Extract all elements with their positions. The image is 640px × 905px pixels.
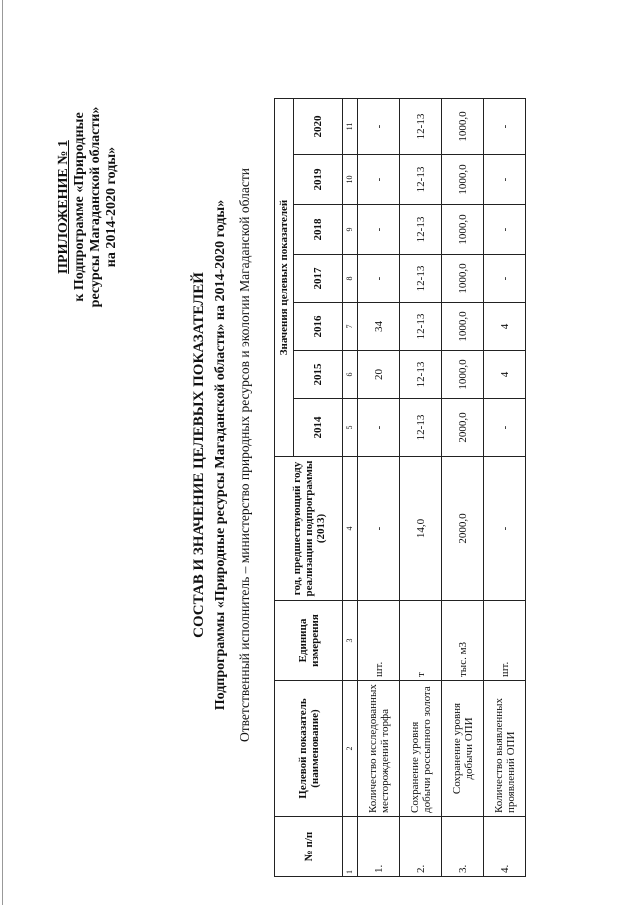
row-num: 3. (442, 817, 484, 877)
row-base: 2000,0 (442, 457, 484, 601)
row-indicator: Сохранение уровня добычи ОПИ (442, 681, 484, 817)
column-number: 2 (343, 681, 358, 817)
row-value: 2000,0 (442, 399, 484, 457)
row-value: 12-13 (400, 255, 442, 303)
row-value: 1000,0 (442, 155, 484, 205)
row-indicator: Количество выявленных проявлений ОПИ (484, 681, 526, 817)
appendix-line-4: на 2014-2020 годы» (104, 146, 119, 268)
header-indicator: Целевой показатель (наименование) (275, 681, 343, 817)
row-unit: тыс. м3 (442, 601, 484, 681)
appendix-line-3: ресурсы Магаданской области» (88, 106, 103, 308)
header-base-year: год, предшествующий году реализации подпрограммы (2013) (275, 457, 343, 601)
header-year: 2018 (294, 205, 343, 255)
header-unit: Единица измерения (275, 601, 343, 681)
row-value: 12-13 (400, 303, 442, 351)
row-value: - (358, 205, 400, 255)
row-value: 34 (358, 303, 400, 351)
document-subtitle: Подпрограммы «Природные ресурсы Магаданской области» на 2014-2020 годы» (213, 199, 228, 711)
column-number: 3 (343, 601, 358, 681)
row-value: - (358, 399, 400, 457)
row-value: - (484, 155, 526, 205)
column-number: 5 (343, 399, 358, 457)
column-number: 7 (343, 303, 358, 351)
row-value: - (484, 99, 526, 155)
header-year: 2020 (294, 99, 343, 155)
table-row (400, 99, 442, 877)
row-num: 1. (358, 817, 400, 877)
table-row (358, 99, 400, 877)
header-num: № п/п (275, 817, 343, 877)
row-value: 1000,0 (442, 303, 484, 351)
row-num: 2. (400, 817, 442, 877)
row-indicator: Сохранение уровня добычи россыпного золота (400, 681, 442, 817)
row-value: - (358, 99, 400, 155)
appendix-line-2: к Подпрограмме «Природные (72, 112, 87, 302)
table-row (442, 99, 484, 877)
column-number: 8 (343, 255, 358, 303)
header-year: 2017 (294, 255, 343, 303)
row-unit: шт. (358, 601, 400, 681)
row-value: 12-13 (400, 99, 442, 155)
responsible-executor: Ответственный исполнитель – министерство природных ресурсов и экологии Магаданской области (237, 167, 252, 743)
column-number: 9 (343, 205, 358, 255)
row-unit: шт. (484, 601, 526, 681)
indicators-table (274, 98, 526, 877)
column-number: 11 (343, 99, 358, 155)
row-value: 12-13 (400, 399, 442, 457)
row-base: 14,0 (400, 457, 442, 601)
header-year: 2016 (294, 303, 343, 351)
column-number: 1 (343, 817, 358, 877)
row-value: 12-13 (400, 155, 442, 205)
row-value: 20 (358, 351, 400, 399)
column-number: 6 (343, 351, 358, 399)
row-value: 1000,0 (442, 205, 484, 255)
row-value: - (484, 399, 526, 457)
appendix-block (56, 37, 120, 377)
table-row (484, 99, 526, 877)
top-border-line (2, 0, 3, 905)
row-value: 1000,0 (442, 99, 484, 155)
header-year: 2014 (294, 399, 343, 457)
row-value: 12-13 (400, 351, 442, 399)
header-row-group (275, 99, 294, 877)
column-number: 10 (343, 155, 358, 205)
row-value: 4 (484, 303, 526, 351)
document-title: СОСТАВ И ЗНАЧЕНИЕ ЦЕЛЕВЫХ ПОКАЗАТЕЛЕЙ (191, 272, 207, 638)
row-value: - (484, 205, 526, 255)
row-num: 4. (484, 817, 526, 877)
row-value: 4 (484, 351, 526, 399)
row-unit: т (400, 601, 442, 681)
column-number: 4 (343, 457, 358, 601)
row-base: - (484, 457, 526, 601)
appendix-number: ПРИЛОЖЕНИЕ № 1 (56, 140, 71, 274)
row-value: 1000,0 (442, 351, 484, 399)
row-value: - (358, 255, 400, 303)
row-value: 12-13 (400, 205, 442, 255)
row-value: - (484, 255, 526, 303)
row-value: - (358, 155, 400, 205)
header-year: 2015 (294, 351, 343, 399)
row-base: - (358, 457, 400, 601)
row-indicator: Количество исследованных месторождений торфа (358, 681, 400, 817)
column-numbers-row (343, 99, 358, 877)
header-year: 2019 (294, 155, 343, 205)
header-values-group: Значения целевых показателей (275, 99, 294, 457)
row-value: 1000,0 (442, 255, 484, 303)
